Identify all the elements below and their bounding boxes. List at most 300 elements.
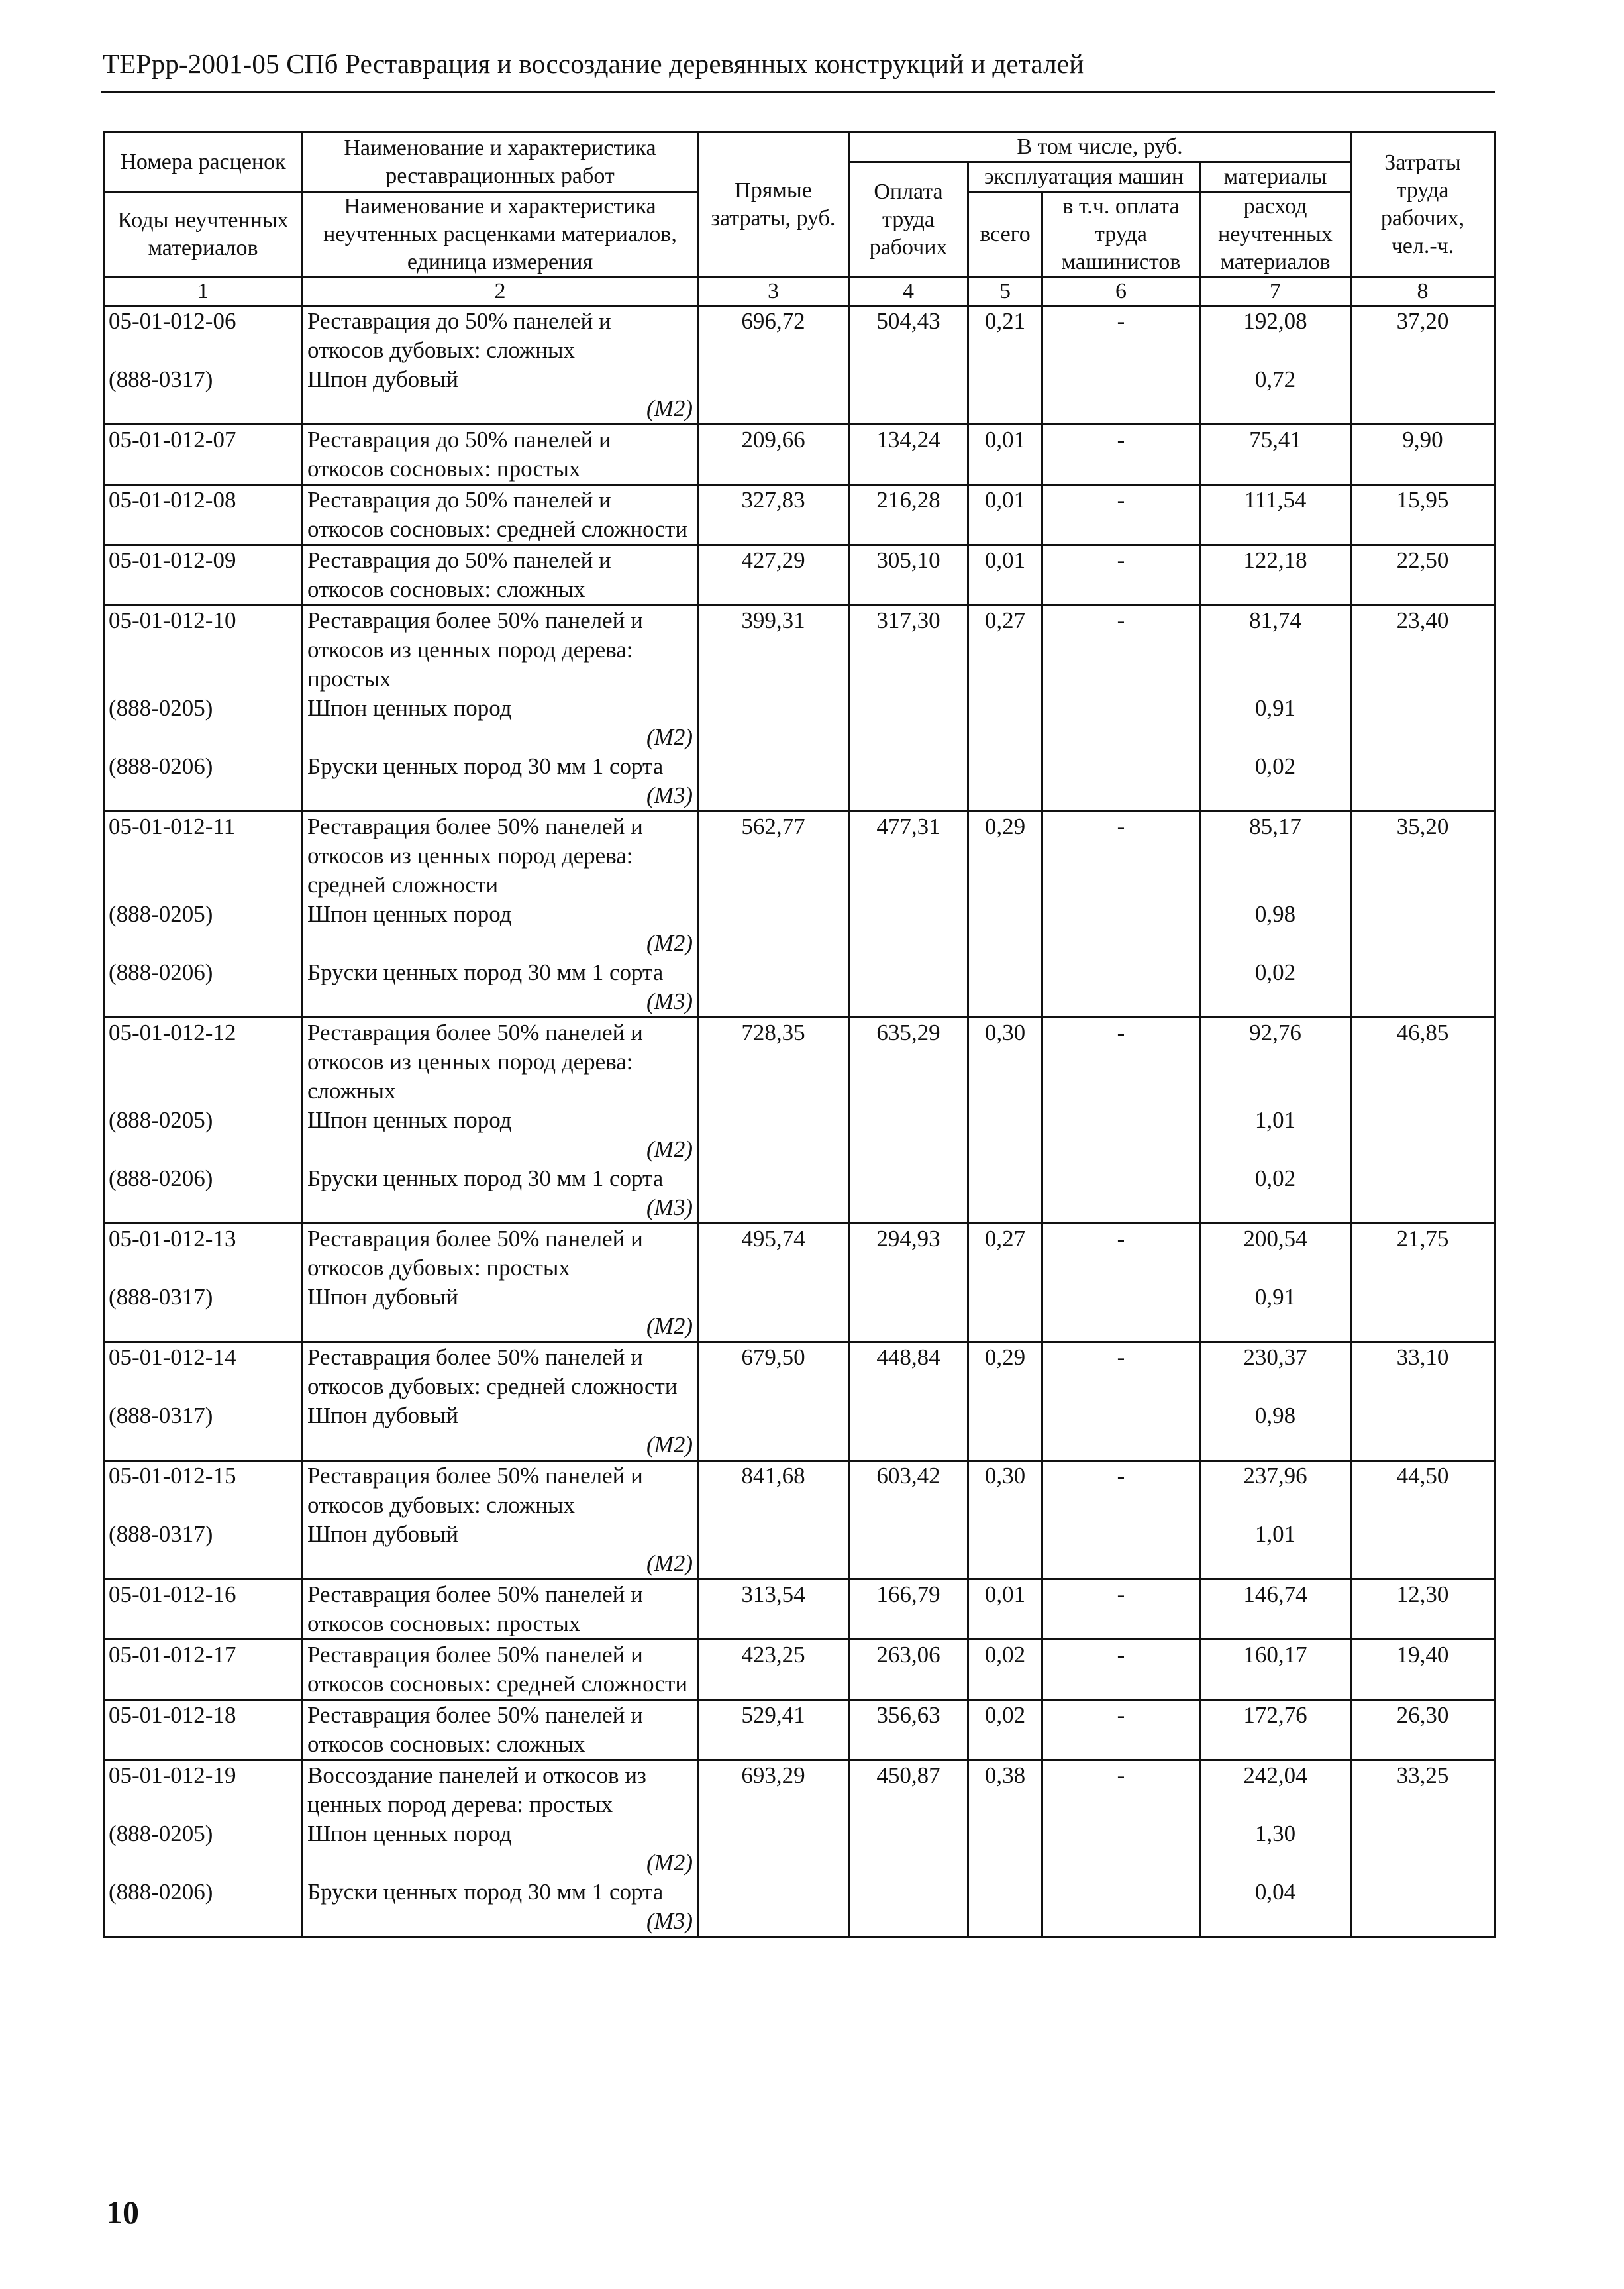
direct-costs: 327,83 [698, 485, 849, 545]
empty-cell [968, 1549, 1042, 1579]
rate-name: Реставрация более 50% панелей и откосов сосновых: средней сложности [303, 1640, 698, 1700]
machines-total: 0,21 [968, 306, 1042, 366]
rate-code: 05-01-012-14 [104, 1342, 303, 1402]
material-unit: (М2) [303, 1430, 698, 1461]
empty-cell [1042, 1430, 1200, 1461]
empty-cell [1042, 1819, 1200, 1848]
table-row [104, 1342, 1495, 1402]
unit-row [104, 1193, 1495, 1224]
rate-name: Реставрация более 50% панелей и откосов дубовых: средней сложности [303, 1342, 698, 1402]
empty-cell [1042, 1135, 1200, 1164]
empty-cell [1351, 900, 1495, 929]
operators-pay: - [1042, 485, 1200, 545]
labor-pay: 477,31 [849, 812, 968, 900]
material-unit: (М2) [303, 929, 698, 958]
material-code: (888-0206) [104, 958, 303, 987]
empty-cell [698, 1430, 849, 1461]
material-code: (888-0205) [104, 694, 303, 723]
empty-cell [1042, 723, 1200, 752]
machines-total: 0,30 [968, 1461, 1042, 1520]
unit-row [104, 394, 1495, 425]
column-number-5: 5 [968, 278, 1042, 306]
unit-row [104, 1848, 1495, 1878]
empty-cell [849, 929, 968, 958]
labor-hours: 21,75 [1351, 1224, 1495, 1283]
operators-pay: - [1042, 306, 1200, 366]
empty-cell [849, 1819, 968, 1848]
empty-cell [1042, 1193, 1200, 1224]
empty-cell [698, 1283, 849, 1312]
empty-cell [968, 1312, 1042, 1342]
labor-pay: 134,24 [849, 425, 968, 485]
empty-cell [698, 929, 849, 958]
rate-code: 05-01-012-15 [104, 1461, 303, 1520]
empty-cell [1200, 1430, 1351, 1461]
material-quantity: 0,72 [1200, 365, 1351, 394]
page-number: 10 [106, 2194, 139, 2231]
material-code: (888-0317) [104, 1401, 303, 1430]
rate-code: 05-01-012-16 [104, 1579, 303, 1640]
empty-cell [1351, 723, 1495, 752]
empty-cell [1042, 365, 1200, 394]
labor-hours: 44,50 [1351, 1461, 1495, 1520]
rate-name: Реставрация до 50% панелей и откосов дубовых: сложных [303, 306, 698, 366]
material-unit: (М2) [303, 394, 698, 425]
rate-entry [104, 425, 1495, 485]
rate-entry [104, 812, 1495, 1018]
empty-cell [1042, 958, 1200, 987]
empty-cell [1042, 694, 1200, 723]
empty-cell [1042, 1549, 1200, 1579]
empty-cell [1200, 929, 1351, 958]
empty-cell [849, 694, 968, 723]
direct-costs: 313,54 [698, 1579, 849, 1640]
empty-cell [1200, 1135, 1351, 1164]
empty-cell [1200, 1193, 1351, 1224]
empty-cell [849, 752, 968, 781]
header-col5: всего [968, 192, 1042, 278]
rate-code: 05-01-012-10 [104, 606, 303, 694]
rate-name: Реставрация до 50% панелей и откосов сосновых: простых [303, 425, 698, 485]
empty-cell [968, 1819, 1042, 1848]
operators-pay: - [1042, 1640, 1200, 1700]
materials-cost: 122,18 [1200, 545, 1351, 606]
empty-cell [1200, 987, 1351, 1018]
empty-cell [849, 1848, 968, 1878]
empty-cell [1351, 1520, 1495, 1549]
empty-cell [698, 694, 849, 723]
empty-cell [849, 1520, 968, 1549]
rate-name: Реставрация до 50% панелей и откосов сосновых: средней сложности [303, 485, 698, 545]
material-unit: (М3) [303, 1193, 698, 1224]
rate-entry [104, 606, 1495, 812]
rate-entry [104, 1342, 1495, 1461]
empty-cell [968, 900, 1042, 929]
empty-cell [849, 1193, 968, 1224]
empty-cell [104, 723, 303, 752]
empty-cell [1042, 1878, 1200, 1907]
labor-pay: 450,87 [849, 1760, 968, 1820]
material-row [104, 1106, 1495, 1135]
column-number-3: 3 [698, 278, 849, 306]
material-name: Шпон ценных пород [303, 1106, 698, 1135]
empty-cell [104, 1430, 303, 1461]
material-code: (888-0205) [104, 900, 303, 929]
machines-total: 0,27 [968, 606, 1042, 694]
empty-cell [1351, 958, 1495, 987]
empty-cell [1042, 1106, 1200, 1135]
material-code: (888-0317) [104, 1520, 303, 1549]
empty-cell [968, 1283, 1042, 1312]
materials-cost: 172,76 [1200, 1700, 1351, 1760]
direct-costs: 423,25 [698, 1640, 849, 1700]
empty-cell [698, 1520, 849, 1549]
empty-cell [849, 781, 968, 812]
empty-cell [698, 723, 849, 752]
empty-cell [849, 958, 968, 987]
material-quantity: 0,98 [1200, 1401, 1351, 1430]
empty-cell [968, 1848, 1042, 1878]
material-row [104, 694, 1495, 723]
empty-cell [1200, 1907, 1351, 1937]
empty-cell [1042, 929, 1200, 958]
empty-cell [104, 781, 303, 812]
empty-cell [968, 394, 1042, 425]
rate-entry [104, 545, 1495, 606]
materials-cost: 237,96 [1200, 1461, 1351, 1520]
operators-pay: - [1042, 1342, 1200, 1402]
column-number-7: 7 [1200, 278, 1351, 306]
material-unit: (М2) [303, 723, 698, 752]
empty-cell [1042, 1520, 1200, 1549]
materials-cost: 200,54 [1200, 1224, 1351, 1283]
empty-cell [849, 987, 968, 1018]
header-col1-bottom: Коды неучтенных материалов [104, 192, 303, 278]
unit-row [104, 1907, 1495, 1937]
empty-cell [1351, 1193, 1495, 1224]
machines-total: 0,01 [968, 1579, 1042, 1640]
material-unit: (М2) [303, 1549, 698, 1579]
empty-cell [1042, 987, 1200, 1018]
rate-name: Реставрация более 50% панелей и откосов сосновых: сложных [303, 1700, 698, 1760]
empty-cell [1200, 394, 1351, 425]
operators-pay: - [1042, 425, 1200, 485]
table-row [104, 1760, 1495, 1820]
empty-cell [1351, 929, 1495, 958]
rate-name: Реставрация более 50% панелей и откосов дубовых: сложных [303, 1461, 698, 1520]
unit-row [104, 1135, 1495, 1164]
table-header [104, 133, 1495, 306]
materials-cost: 242,04 [1200, 1760, 1351, 1820]
operators-pay: - [1042, 606, 1200, 694]
rate-code: 05-01-012-12 [104, 1018, 303, 1106]
rate-name: Реставрация более 50% панелей и откосов из ценных пород дерева: сложных [303, 1018, 698, 1106]
empty-cell [1200, 1848, 1351, 1878]
empty-cell [1042, 900, 1200, 929]
header-col3: Прямые затраты, руб. [698, 133, 849, 278]
table-row [104, 545, 1495, 606]
empty-cell [698, 1401, 849, 1430]
material-name: Шпон дубовый [303, 1283, 698, 1312]
labor-hours: 15,95 [1351, 485, 1495, 545]
empty-cell [104, 1848, 303, 1878]
material-row [104, 365, 1495, 394]
operators-pay: - [1042, 1700, 1200, 1760]
material-unit: (М2) [303, 1312, 698, 1342]
empty-cell [849, 1283, 968, 1312]
rate-code: 05-01-012-11 [104, 812, 303, 900]
empty-cell [968, 781, 1042, 812]
empty-cell [104, 1907, 303, 1937]
empty-cell [849, 365, 968, 394]
material-name: Шпон дубовый [303, 365, 698, 394]
empty-cell [1351, 1430, 1495, 1461]
table-row [104, 1579, 1495, 1640]
empty-cell [849, 1430, 968, 1461]
empty-cell [1042, 781, 1200, 812]
material-quantity: 0,04 [1200, 1878, 1351, 1907]
material-quantity: 0,02 [1200, 752, 1351, 781]
empty-cell [698, 1549, 849, 1579]
empty-cell [849, 1878, 968, 1907]
machines-total: 0,02 [968, 1640, 1042, 1700]
empty-cell [968, 1520, 1042, 1549]
empty-cell [698, 781, 849, 812]
header-materials: материалы [1200, 162, 1351, 192]
labor-pay: 294,93 [849, 1224, 968, 1283]
empty-cell [698, 900, 849, 929]
empty-cell [849, 1907, 968, 1937]
empty-cell [698, 394, 849, 425]
empty-cell [698, 1848, 849, 1878]
empty-cell [968, 723, 1042, 752]
machines-total: 0,29 [968, 812, 1042, 900]
empty-cell [1351, 1283, 1495, 1312]
labor-pay: 263,06 [849, 1640, 968, 1700]
empty-cell [698, 1819, 849, 1848]
empty-cell [968, 1401, 1042, 1430]
empty-cell [104, 1135, 303, 1164]
material-code: (888-0205) [104, 1106, 303, 1135]
empty-cell [698, 987, 849, 1018]
direct-costs: 841,68 [698, 1461, 849, 1520]
material-row [104, 1401, 1495, 1430]
empty-cell [849, 1312, 968, 1342]
unit-row [104, 929, 1495, 958]
empty-cell [968, 752, 1042, 781]
empty-cell [849, 1106, 968, 1135]
table-row [104, 425, 1495, 485]
header-col6: в т.ч. оплата труда машинистов [1042, 192, 1200, 278]
labor-hours: 22,50 [1351, 545, 1495, 606]
rate-name: Воссоздание панелей и откосов из ценных пород дерева: простых [303, 1760, 698, 1820]
empty-cell [1351, 987, 1495, 1018]
empty-cell [104, 1549, 303, 1579]
rate-name: Реставрация до 50% панелей и откосов сосновых: сложных [303, 545, 698, 606]
labor-hours: 46,85 [1351, 1018, 1495, 1106]
empty-cell [849, 1164, 968, 1193]
rate-entry [104, 1461, 1495, 1579]
rate-code: 05-01-012-13 [104, 1224, 303, 1283]
rate-entry [104, 306, 1495, 425]
empty-cell [1351, 1907, 1495, 1937]
empty-cell [698, 1907, 849, 1937]
empty-cell [849, 394, 968, 425]
material-quantity: 1,30 [1200, 1819, 1351, 1848]
empty-cell [1042, 1312, 1200, 1342]
empty-cell [1351, 752, 1495, 781]
material-name: Бруски ценных пород 30 мм 1 сорта [303, 1164, 698, 1193]
empty-cell [1351, 1164, 1495, 1193]
operators-pay: - [1042, 1018, 1200, 1106]
empty-cell [1200, 1549, 1351, 1579]
header-col2-bottom: Наименование и характеристика неучтенных расценками материалов, единица измерения [303, 192, 698, 278]
material-unit: (М2) [303, 1135, 698, 1164]
empty-cell [1042, 394, 1200, 425]
material-code: (888-0206) [104, 1878, 303, 1907]
header-col1-top: Номера расценок [104, 133, 303, 192]
machines-total: 0,01 [968, 545, 1042, 606]
empty-cell [104, 987, 303, 1018]
empty-cell [968, 1106, 1042, 1135]
unit-row [104, 781, 1495, 812]
rate-name: Реставрация более 50% панелей и откосов из ценных пород дерева: средней сложности [303, 812, 698, 900]
rate-entry [104, 1579, 1495, 1640]
rate-entry [104, 1018, 1495, 1224]
empty-cell [968, 694, 1042, 723]
machines-total: 0,02 [968, 1700, 1042, 1760]
header-rule [101, 91, 1495, 93]
materials-cost: 85,17 [1200, 812, 1351, 900]
labor-hours: 35,20 [1351, 812, 1495, 900]
rate-code: 05-01-012-07 [104, 425, 303, 485]
direct-costs: 209,66 [698, 425, 849, 485]
empty-cell [1200, 723, 1351, 752]
material-code: (888-0317) [104, 1283, 303, 1312]
rate-entry [104, 1640, 1495, 1700]
rate-entry [104, 1760, 1495, 1937]
material-code: (888-0206) [104, 1164, 303, 1193]
operators-pay: - [1042, 812, 1200, 900]
header-machines: эксплуатация машин [968, 162, 1200, 192]
rate-name: Реставрация более 50% панелей и откосов дубовых: простых [303, 1224, 698, 1283]
material-name: Шпон ценных пород [303, 900, 698, 929]
material-code: (888-0317) [104, 365, 303, 394]
direct-costs: 562,77 [698, 812, 849, 900]
labor-pay: 166,79 [849, 1579, 968, 1640]
empty-cell [1351, 694, 1495, 723]
material-quantity: 1,01 [1200, 1520, 1351, 1549]
table-row [104, 1640, 1495, 1700]
material-name: Шпон ценных пород [303, 1819, 698, 1848]
material-row [104, 958, 1495, 987]
empty-cell [968, 1878, 1042, 1907]
direct-costs: 696,72 [698, 306, 849, 366]
labor-pay: 317,30 [849, 606, 968, 694]
rate-code: 05-01-012-19 [104, 1760, 303, 1820]
material-code: (888-0205) [104, 1819, 303, 1848]
material-row [104, 1819, 1495, 1848]
material-row [104, 1878, 1495, 1907]
material-unit: (М3) [303, 1907, 698, 1937]
material-unit: (М2) [303, 1848, 698, 1878]
material-quantity: 0,02 [1200, 958, 1351, 987]
empty-cell [968, 958, 1042, 987]
material-name: Бруски ценных пород 30 мм 1 сорта [303, 1878, 698, 1907]
labor-hours: 26,30 [1351, 1700, 1495, 1760]
machines-total: 0,38 [968, 1760, 1042, 1820]
material-quantity: 0,98 [1200, 900, 1351, 929]
direct-costs: 529,41 [698, 1700, 849, 1760]
material-quantity: 0,91 [1200, 1283, 1351, 1312]
rate-code: 05-01-012-08 [104, 485, 303, 545]
material-name: Шпон дубовый [303, 1401, 698, 1430]
materials-cost: 111,54 [1200, 485, 1351, 545]
unit-row [104, 723, 1495, 752]
empty-cell [968, 1430, 1042, 1461]
materials-cost: 81,74 [1200, 606, 1351, 694]
empty-cell [1351, 394, 1495, 425]
empty-cell [968, 1164, 1042, 1193]
rates-table [103, 131, 1496, 1938]
empty-cell [968, 1193, 1042, 1224]
rate-code: 05-01-012-18 [104, 1700, 303, 1760]
material-unit: (М3) [303, 781, 698, 812]
material-row [104, 900, 1495, 929]
labor-hours: 12,30 [1351, 1579, 1495, 1640]
rate-code: 05-01-012-17 [104, 1640, 303, 1700]
empty-cell [1351, 1312, 1495, 1342]
labor-hours: 9,90 [1351, 425, 1495, 485]
empty-cell [698, 752, 849, 781]
empty-cell [1042, 752, 1200, 781]
table-row [104, 485, 1495, 545]
header-col8: Затраты труда рабочих, чел.-ч. [1351, 133, 1495, 278]
machines-total: 0,01 [968, 425, 1042, 485]
labor-hours: 19,40 [1351, 1640, 1495, 1700]
header-group: В том числе, руб. [849, 133, 1351, 162]
empty-cell [1042, 1848, 1200, 1878]
empty-cell [1042, 1401, 1200, 1430]
labor-pay: 305,10 [849, 545, 968, 606]
empty-cell [1042, 1164, 1200, 1193]
empty-cell [698, 1135, 849, 1164]
column-number-8: 8 [1351, 278, 1495, 306]
labor-pay: 216,28 [849, 485, 968, 545]
empty-cell [968, 1907, 1042, 1937]
material-name: Шпон ценных пород [303, 694, 698, 723]
direct-costs: 427,29 [698, 545, 849, 606]
machines-total: 0,27 [968, 1224, 1042, 1283]
labor-hours: 33,10 [1351, 1342, 1495, 1402]
direct-costs: 693,29 [698, 1760, 849, 1820]
machines-total: 0,30 [968, 1018, 1042, 1106]
material-row [104, 1283, 1495, 1312]
empty-cell [968, 987, 1042, 1018]
table-row [104, 1700, 1495, 1760]
labor-pay: 635,29 [849, 1018, 968, 1106]
materials-cost: 92,76 [1200, 1018, 1351, 1106]
empty-cell [849, 723, 968, 752]
empty-cell [849, 900, 968, 929]
materials-cost: 192,08 [1200, 306, 1351, 366]
unit-row [104, 987, 1495, 1018]
operators-pay: - [1042, 1224, 1200, 1283]
table-row [104, 812, 1495, 900]
unit-row [104, 1549, 1495, 1579]
materials-cost: 160,17 [1200, 1640, 1351, 1700]
material-name: Бруски ценных пород 30 мм 1 сорта [303, 958, 698, 987]
